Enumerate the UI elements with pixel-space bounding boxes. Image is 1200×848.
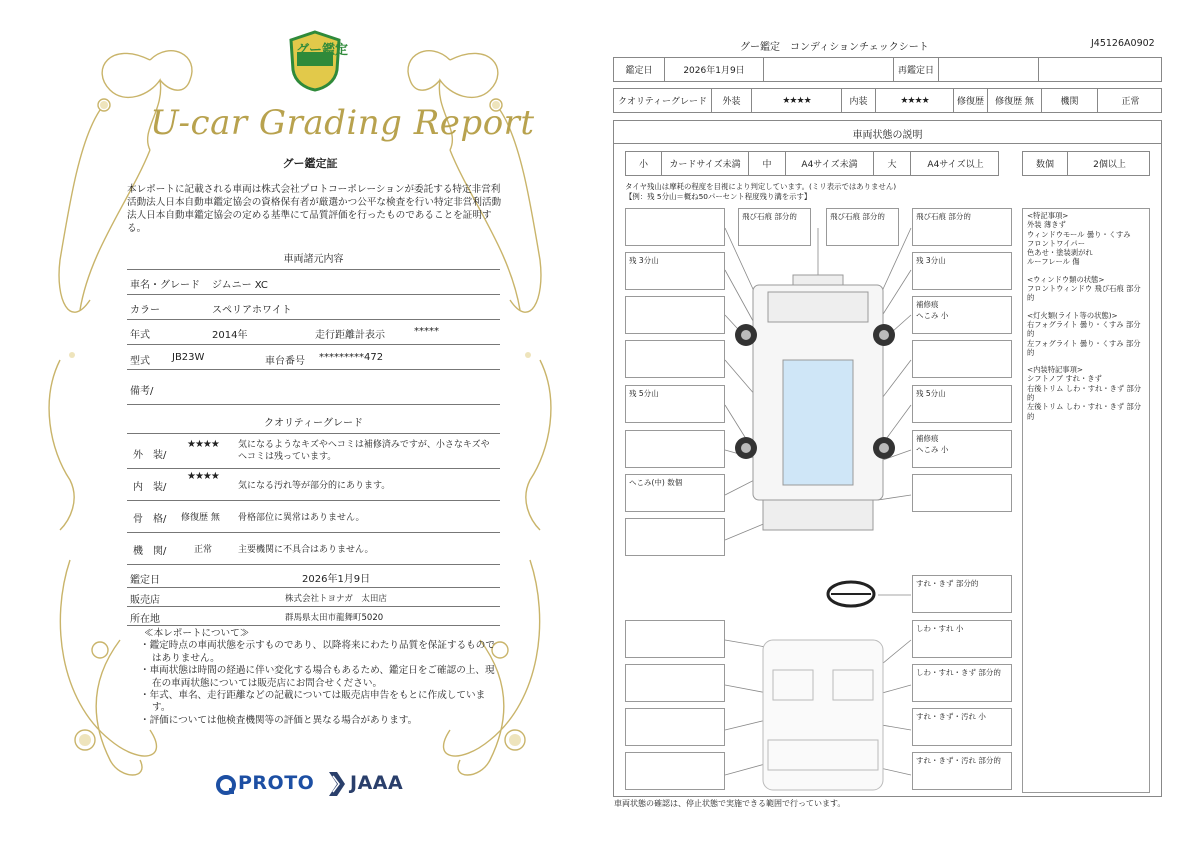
legend-cell: カードサイズ未満 [662, 152, 749, 175]
legend-cell: A4サイズ以上 [927, 160, 984, 170]
ext-label: 外装 [712, 89, 752, 112]
value: 2014年 [212, 330, 248, 341]
desc: 主要機関に不具合はありません。 [238, 545, 374, 555]
jaaa-logo-icon [327, 770, 347, 798]
address-row [127, 607, 500, 626]
count-legend [1022, 151, 1150, 176]
callout-empty [625, 664, 725, 702]
callout-empty [625, 208, 725, 246]
note-heading: <灯火類(ライト等の状態)> [1027, 310, 1118, 320]
note-line: 色あせ・塗装剥がれ [1027, 248, 1093, 258]
size-legend [625, 151, 999, 176]
note-line: 左後トリム しわ・すれ・きず 部分的 [1027, 402, 1142, 421]
spec-row-year [127, 320, 500, 345]
sheet-footer: 車両状態の確認は、停止状態で実施できる範囲で行っています。 [614, 799, 846, 808]
value: 修復歴 無 [181, 513, 220, 523]
callout-line: 補修痕 [916, 300, 939, 309]
label: 走行距離計表示 [315, 330, 385, 341]
label: 内 装/ [133, 482, 167, 493]
proto-logo-text: PROTO [238, 772, 315, 794]
value: 株式会社トヨナガ 太田店 [285, 594, 387, 604]
value: スペリアホワイト [212, 305, 292, 316]
callout-damage: 飛び石痕 部分的 [826, 208, 899, 246]
callout-empty [625, 518, 725, 556]
legend-cell: A4サイズ未満 [786, 152, 874, 175]
date-label: 鑑定日 [614, 58, 665, 81]
label: 型式 [130, 356, 150, 367]
desc: 気になる汚れ等が部分的にあります。 [238, 481, 391, 491]
value: 群馬県太田市龍舞町5020 [285, 613, 384, 623]
spec-row-name [127, 270, 500, 295]
callout-damage: 飛び石痕 部分的 [738, 208, 811, 246]
tire-note: タイヤ残山は摩耗の程度を目視により判定しています。(ミリ表示ではありません) [625, 182, 897, 191]
date-row [613, 57, 1162, 82]
quality-row-exterior [127, 434, 500, 469]
note-line: ウィンドウモール 曇り・くすみ [1027, 229, 1131, 239]
special-notes-box [1022, 208, 1150, 793]
callout-repair [912, 296, 1012, 334]
value: ***** [414, 326, 439, 337]
grade-row [613, 88, 1162, 113]
grade-label: クオリティーグレード [614, 89, 712, 112]
note-item: ・車両状態は時間の経過に伴い変化する場合もあるため、鑑定日をご確認の上、現在の車両状態については販売店にお問合せください。 [140, 665, 495, 689]
label: 所在地 [130, 614, 160, 625]
spec-row-remarks [127, 370, 500, 405]
quality-row-interior [127, 469, 500, 501]
callout-interior: すれ・きず・汚れ 部分的 [912, 752, 1012, 790]
desc: 骨格部位に異常はありません。 [238, 513, 365, 523]
int-label: 内装 [842, 89, 876, 112]
callout-interior: しわ・すれ・きず 部分的 [912, 664, 1012, 702]
callout-tire: 残 3分山 [625, 252, 725, 290]
note-item: ・鑑定時点の車両状態を示すものであり、以降将来にわたり品質を保証するものではありません。 [140, 640, 495, 664]
label: カラー [130, 305, 160, 316]
note-heading: <ウィンドウ類の状態> [1027, 274, 1105, 284]
dealer-row [127, 588, 500, 607]
date-value: 2026年1月9日 [665, 58, 764, 81]
int-stars: ★★★★ [876, 89, 954, 112]
label: 鑑定日 [130, 575, 160, 586]
legend-cell: 小 [626, 152, 662, 175]
callout-line: へこみ 小 [916, 445, 949, 454]
ext-stars: ★★★★ [752, 89, 842, 112]
stars: ★★★★ [187, 471, 219, 482]
repair-value: 修復歴 無 [988, 89, 1042, 112]
empty-cell [1039, 58, 1163, 81]
callout-line: へこみ 小 [916, 311, 949, 320]
divider [613, 143, 1162, 144]
callout-interior: すれ・きず・汚れ 小 [912, 708, 1012, 746]
legend-cell: 大 [874, 152, 911, 175]
quality-row-frame [127, 501, 500, 533]
certificate-title: グー鑑定証 [282, 157, 338, 170]
notes-group-interior [1027, 365, 1145, 421]
value: JB23W [172, 352, 205, 363]
notes-group-exterior [1027, 211, 1145, 267]
repair-label: 修復歴 [954, 89, 988, 112]
tire-note-example: 【例：残 5分山＝概ね50パーセント程度残り溝を示す】 [625, 192, 812, 201]
engine-label: 機関 [1042, 89, 1098, 112]
note-item: ・年式、車名、走行距離などの記載については販売店申告をもとに作成しています。 [140, 690, 486, 714]
note-line: 右後トリム しわ・すれ・きず 部分的 [1027, 383, 1142, 403]
desc: 気になるようなキズやヘコミは補修済みですが、小さなキズやヘコミは残っています。 [238, 440, 490, 462]
callout-tire: 残 3分山 [912, 252, 1012, 290]
note-heading: <内装特記事項> [1027, 365, 1084, 375]
count-label: 数個 [1023, 152, 1068, 175]
stars: ★★★★ [187, 439, 219, 450]
note-line: フロントワイパー [1027, 238, 1086, 248]
script-title: U-car Grading Report [150, 103, 535, 143]
value: *********472 [319, 352, 384, 363]
engine-value: 正常 [1121, 97, 1140, 107]
callout-dent: へこみ(中) 数個 [625, 474, 725, 512]
label: 機 関/ [133, 546, 167, 557]
callout-empty [625, 752, 725, 790]
count-value: 2個以上 [1093, 160, 1126, 170]
state-heading: 車両状態の説明 [852, 130, 923, 141]
callout-empty [912, 340, 1012, 378]
callout-empty [625, 296, 725, 334]
callout-tire: 残 5分山 [625, 385, 725, 423]
callout-empty [625, 620, 725, 658]
label: 外 装/ [133, 450, 167, 461]
certificate-statement: 本レポートに記載される車両は株式会社プロトコーポレーションが委託する特定非営利活動法人日本自動車鑑定協会の資格保有者が厳選かつ公平な検査を行い特定非営利活動法人日本自動車鑑定協会の定める基準にて品質評価を行ったものであることを証明する。 [127, 184, 502, 234]
callout-empty [625, 430, 725, 468]
jaaa-logo-text: JAAA [350, 772, 404, 794]
callout-steering: すれ・きず 部分的 [912, 575, 1012, 613]
callout-damage: 飛び石痕 部分的 [912, 208, 1012, 246]
report-notes [140, 628, 500, 727]
sheet-title: グー鑑定 コンディションチェックシート [740, 42, 929, 53]
callout-empty [625, 708, 725, 746]
label: 骨 格/ [133, 514, 167, 525]
note-line: ルーフレール 傷 [1027, 257, 1080, 267]
callout-empty [912, 474, 1012, 512]
quality-row-engine [127, 533, 500, 565]
badge-logo-text: グー鑑定 [296, 43, 349, 58]
note-line: 左フォグライト 曇り・くすみ 部分的 [1027, 338, 1141, 357]
proto-logo-icon [215, 774, 237, 796]
label: 車台番号 [265, 356, 305, 367]
notes-group-lights [1027, 311, 1145, 357]
note-heading: <特記事項> [1027, 211, 1069, 220]
value: 正常 [194, 545, 213, 555]
notes-heading: ≪本レポートについて≫ [144, 628, 250, 639]
label: 車名・グレード [130, 280, 200, 291]
note-line: フロントウィンドウ 飛び石痕 部分的 [1027, 284, 1141, 303]
empty-cell [764, 58, 894, 81]
label: 販売店 [130, 595, 160, 606]
legend-cell: 中 [749, 152, 786, 175]
callout-repair [912, 430, 1012, 468]
label: 年式 [130, 330, 150, 341]
spec-row-model [127, 345, 500, 370]
note-item: ・評価については他検査機関等の評価と異なる場合があります。 [140, 714, 418, 726]
value: 2026年1月9日 [302, 574, 371, 585]
note-line: シフトノブ すれ・きず [1027, 374, 1102, 384]
note-line: 右フォグライト 曇り・くすみ 部分的 [1027, 319, 1141, 339]
value: ジムニー XC [212, 280, 268, 291]
callout-line: 補修痕 [916, 434, 939, 443]
callout-interior: しわ・すれ 小 [912, 620, 1012, 658]
callout-tire: 残 5分山 [912, 385, 1012, 423]
label: 備考/ [130, 386, 154, 397]
spec-heading: 車両諸元内容 [283, 254, 344, 265]
note-line: 外装 薄きず [1027, 220, 1066, 230]
spec-row-color [127, 295, 500, 320]
notes-group-window [1027, 275, 1145, 303]
reappraisal-label: 再鑑定日 [894, 58, 939, 81]
appraisal-date-row [127, 565, 500, 588]
callout-empty [625, 340, 725, 378]
sheet-id: J45126A0902 [1091, 38, 1155, 49]
quality-heading: クオリティーグレード [264, 418, 363, 429]
reappraisal-value [939, 58, 1039, 81]
